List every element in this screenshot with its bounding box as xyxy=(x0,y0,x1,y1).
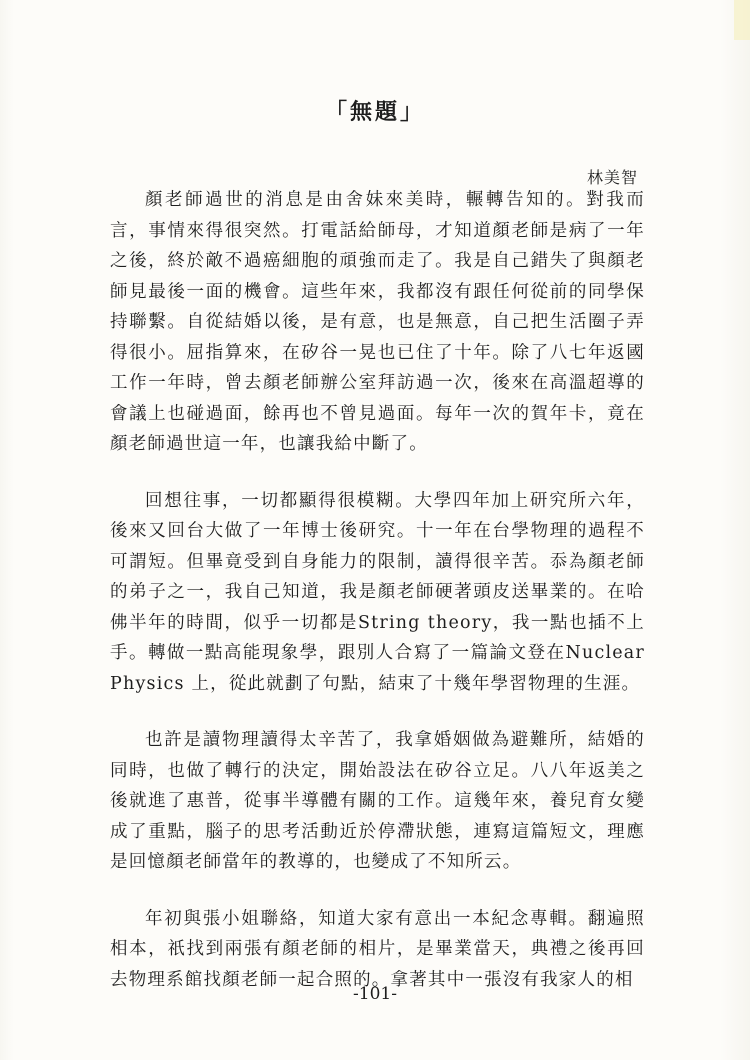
page-number: -101- xyxy=(353,984,397,1004)
paragraph-2: 回想往事，一切都顯得很模糊。大學四年加上研究所六年，後來又回台大做了一年博士後研究。十一年在台學物理的過程不可謂短。但畢竟受到自身能力的限制，讀得很辛苦。忝為顏老師的弟子之一，我自己知道，我是顏老師硬著頭皮送畢業的。在哈佛半年的時間，似乎一切都是String theory，我一點也插不上手。轉做一點高能現象學，跟別人合寫了一篇論文登在Nuclear Physics 上，從此就劃了句點，結束了十幾年學習物理的生涯。 xyxy=(110,490,645,694)
paragraph-4: 年初與張小姐聯絡，知道大家有意出一本紀念專輯。翻遍照相本，祇找到兩張有顏老師的相片，是畢業當天，典禮之後再回去物理系館找顏老師一起合照的。拿著其中一張沒有我家人的相 xyxy=(110,908,645,990)
paragraph-3: 也許是讀物理讀得太辛苦了，我拿婚姻做為避難所，結婚的同時，也做了轉行的決定，開始設法在矽谷立足。八八年返美之後就進了惠普，從事半導體有關的工作。這幾年來，養兒育女變成了重點，腦子的思考活動近於停滯狀態，連寫這篇短文，理應是回憶顏老師當年的教導的，也變成了不知所云。 xyxy=(110,730,645,872)
paragraph-1: 顏老師過世的消息是由舍妹來美時，輾轉告知的。對我而言，事情來得很突然。打電話給師母，才知道顏老師是病了一年之後，終於敵不過癌細胞的頑強而走了。我是自己錯失了與顏老師見最後一面的機會。這些年來，我都沒有跟任何從前的同學保持聯繫。自從結婚以後，是有意，也是無意，自己把生活圈子弄得很小。屈指算來，在矽谷一晃也已住了十年。除了八七年返國工作一年時，曾去顏老師辦公室拜訪過一次，後來在高溫超導的會議上也碰過面，餘再也不曾見過面。每年一次的賀年卡，竟在顏老師過世這一年，也讓我給中斷了。 xyxy=(110,190,645,454)
document-title: 「無題」 xyxy=(324,99,425,125)
paper-edge-mark xyxy=(734,0,750,40)
author-name: 林美智 xyxy=(586,168,638,187)
document-body xyxy=(110,185,645,1021)
